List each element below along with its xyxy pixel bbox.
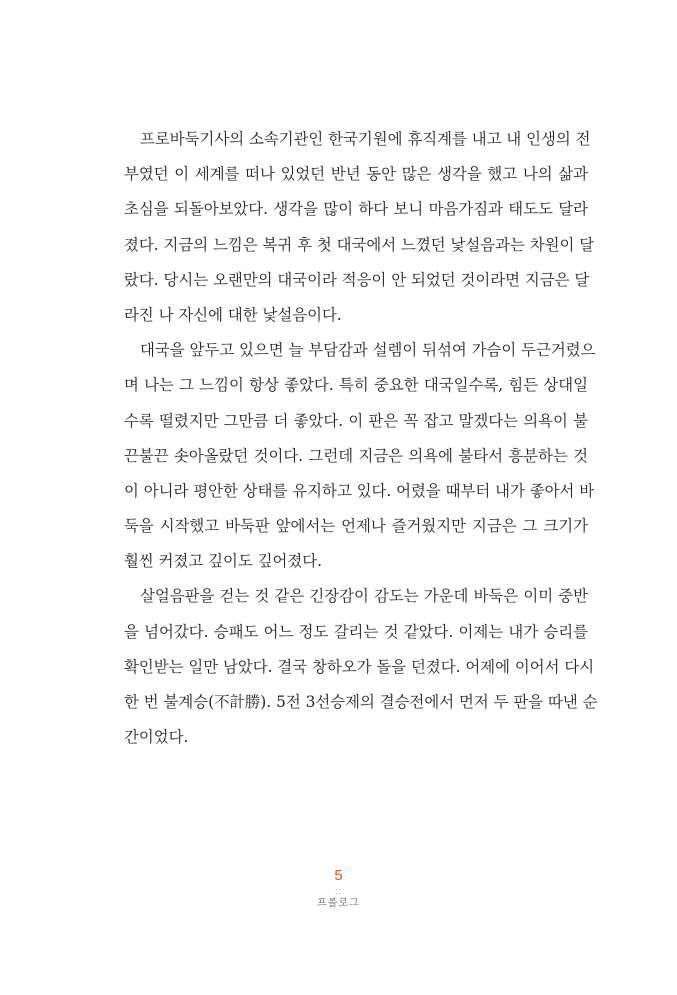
page-number: 5 bbox=[334, 867, 343, 884]
text-line: 프로바둑기사의 소속기관인 한국기원에 휴직계를 내고 내 인생의 전 bbox=[140, 130, 591, 148]
text-line: 한 번 불계승(不計勝). 5전 3선승제의 결승전에서 먼저 두 판을 따낸 순 bbox=[124, 693, 598, 711]
text-line: 대국을 앞두고 있으면 늘 부담감과 설렘이 뒤섞여 가슴이 두근거렸으 bbox=[140, 341, 596, 360]
text-line: 며 나는 그 느낌이 항상 좋았다. 특히 중요한 대국일수록, 힘든 상대일 bbox=[124, 376, 588, 395]
text-line: 간이었다. bbox=[124, 728, 189, 747]
text-line: 끈불끈 솟아올랐던 것이다. 그런데 지금은 의욕에 불타서 흥분하는 것 bbox=[124, 446, 588, 465]
text-line: 살얼음판을 걷는 것 같은 긴장감이 감도는 가운데 바둑은 이미 중반 bbox=[140, 587, 588, 606]
text-line: 부였던 이 세계를 떠나 있었던 반년 동안 많은 생각을 했고 나의 삶과 bbox=[124, 165, 588, 184]
text-line: 졌다. 지금의 느낌은 복귀 후 첫 대국에서 느꼈던 낯설음과는 차원이 달 bbox=[124, 235, 595, 254]
paragraph-2 bbox=[124, 333, 596, 579]
chapter-label: 프롤로그 bbox=[317, 898, 360, 909]
paragraph-3 bbox=[124, 579, 598, 755]
text-line: 초심을 되돌아보았다. 생각을 많이 하다 보니 마음가짐과 태도도 달라 bbox=[124, 200, 588, 219]
text-line: 훨씬 커졌고 깊이도 깊어졌다. bbox=[124, 552, 322, 571]
text-line: 확인받는 일만 남았다. 결국 창하오가 돌을 던졌다. 어제에 이어서 다시 bbox=[124, 657, 595, 676]
body-text bbox=[124, 122, 598, 755]
text-line: 라진 나 자신에 대한 낯설음이다. bbox=[124, 305, 342, 324]
page-footer bbox=[0, 866, 677, 912]
text-line: 랐다. 당시는 오랜만의 대국이라 적응이 안 되었던 것이라면 지금은 달 bbox=[124, 270, 590, 289]
text-line: 둑을 시작했고 바둑판 앞에서는 언제나 즐거웠지만 지금은 그 크기가 bbox=[124, 517, 588, 536]
paragraph-1 bbox=[124, 122, 595, 333]
text-line: 을 넘어갔다. 승패도 어느 정도 갈리는 것 같았다. 이제는 내가 승리를 bbox=[124, 622, 588, 641]
text-line: 수록 떨렸지만 그만큼 더 좋았다. 이 판은 꼭 잡고 말겠다는 의욕이 불 bbox=[124, 411, 588, 430]
text-line: 이 아니라 평안한 상태를 유지하고 있다. 어렸을 때부터 내가 좋아서 바 bbox=[124, 481, 595, 500]
page-number-ornament: :: bbox=[334, 886, 342, 896]
